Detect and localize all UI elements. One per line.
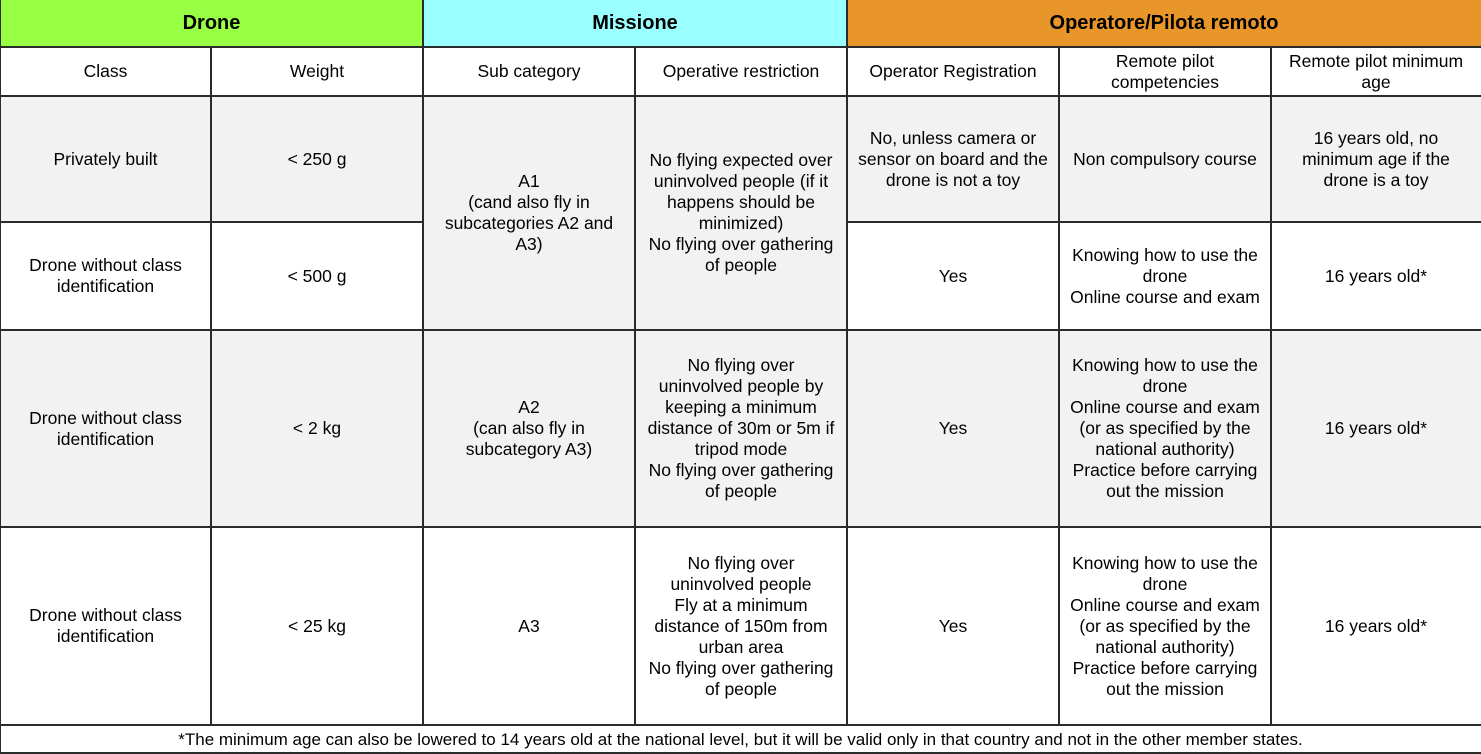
group-header-operatore: Operatore/Pilota remoto: [847, 0, 1481, 47]
cell-operator-registration: Yes: [847, 527, 1059, 725]
cell-sub-category: A2 (can also fly in subcategory A3): [423, 330, 635, 527]
cell-competencies: Knowing how to use the drone Online course and exam: [1059, 222, 1271, 330]
cell-weight: < 2 kg: [211, 330, 423, 527]
grid-line: [0, 0, 1, 754]
grid-line: [210, 47, 212, 725]
grid-line: [0, 95, 1481, 97]
cell-operative-restriction: No flying over uninvolved people by keeping a minimum distance of 30m or 5m if tripod mode No flying over gathering of people: [635, 330, 847, 527]
grid-line: [422, 0, 424, 725]
cell-minimum-age: 16 years old*: [1271, 222, 1481, 330]
group-header-drone: Drone: [0, 0, 423, 47]
cell-minimum-age: 16 years old, no minimum age if the drone is a toy: [1271, 96, 1481, 222]
cell-weight: < 500 g: [211, 222, 423, 330]
grid-line: [0, 329, 1481, 331]
cell-sub-category: A3: [423, 527, 635, 725]
column-header-weight: Weight: [211, 47, 423, 96]
cell-operator-registration: No, unless camera or sensor on board and the drone is not a toy: [847, 96, 1059, 222]
grid-line: [1058, 47, 1060, 725]
cell-weight: < 25 kg: [211, 527, 423, 725]
footnote: *The minimum age can also be lowered to 14 years old at the national level, but it will be valid only in that country and not in the other member states.: [0, 725, 1481, 754]
grid-line: [846, 0, 848, 725]
grid-line: [634, 47, 636, 725]
cell-weight: < 250 g: [211, 96, 423, 222]
grid-line: [0, 526, 1481, 528]
cell-class: Drone without class identification: [0, 222, 211, 330]
column-header-operative-restriction: Operative restriction: [635, 47, 847, 96]
cell-competencies: Knowing how to use the drone Online course and exam (or as specified by the national authority) Practice before carrying out the mission: [1059, 527, 1271, 725]
cell-sub-category-a1: A1 (cand also fly in subcategories A2 and A3): [423, 96, 635, 330]
cell-operative-restriction: No flying over uninvolved people Fly at a minimum distance of 150m from urban area No flying over gathering of people: [635, 527, 847, 725]
cell-class: Privately built: [0, 96, 211, 222]
column-header-competencies: Remote pilot competencies: [1059, 47, 1271, 96]
grid-line: [847, 221, 1481, 223]
grid-line: [1270, 47, 1272, 725]
cell-competencies: Knowing how to use the drone Online course and exam (or as specified by the national authority) Practice before carrying out the mission: [1059, 330, 1271, 527]
grid-line: [0, 46, 1481, 48]
column-header-sub-category: Sub category: [423, 47, 635, 96]
cell-minimum-age: 16 years old*: [1271, 330, 1481, 527]
cell-operator-registration: Yes: [847, 330, 1059, 527]
cell-competencies: Non compulsory course: [1059, 96, 1271, 222]
column-header-minimum-age: Remote pilot minimum age: [1271, 47, 1481, 96]
cell-minimum-age: 16 years old*: [1271, 527, 1481, 725]
cell-operator-registration: Yes: [847, 222, 1059, 330]
cell-operative-restriction-a1: No flying expected over uninvolved people (if it happens should be minimized) No flying over gathering of people: [635, 96, 847, 330]
cell-class: Drone without class identification: [0, 527, 211, 725]
column-header-class: Class: [0, 47, 211, 96]
column-header-operator-registration: Operator Registration: [847, 47, 1059, 96]
grid-line: [0, 724, 1481, 726]
group-header-missione: Missione: [423, 0, 847, 47]
cell-class: Drone without class identification: [0, 330, 211, 527]
